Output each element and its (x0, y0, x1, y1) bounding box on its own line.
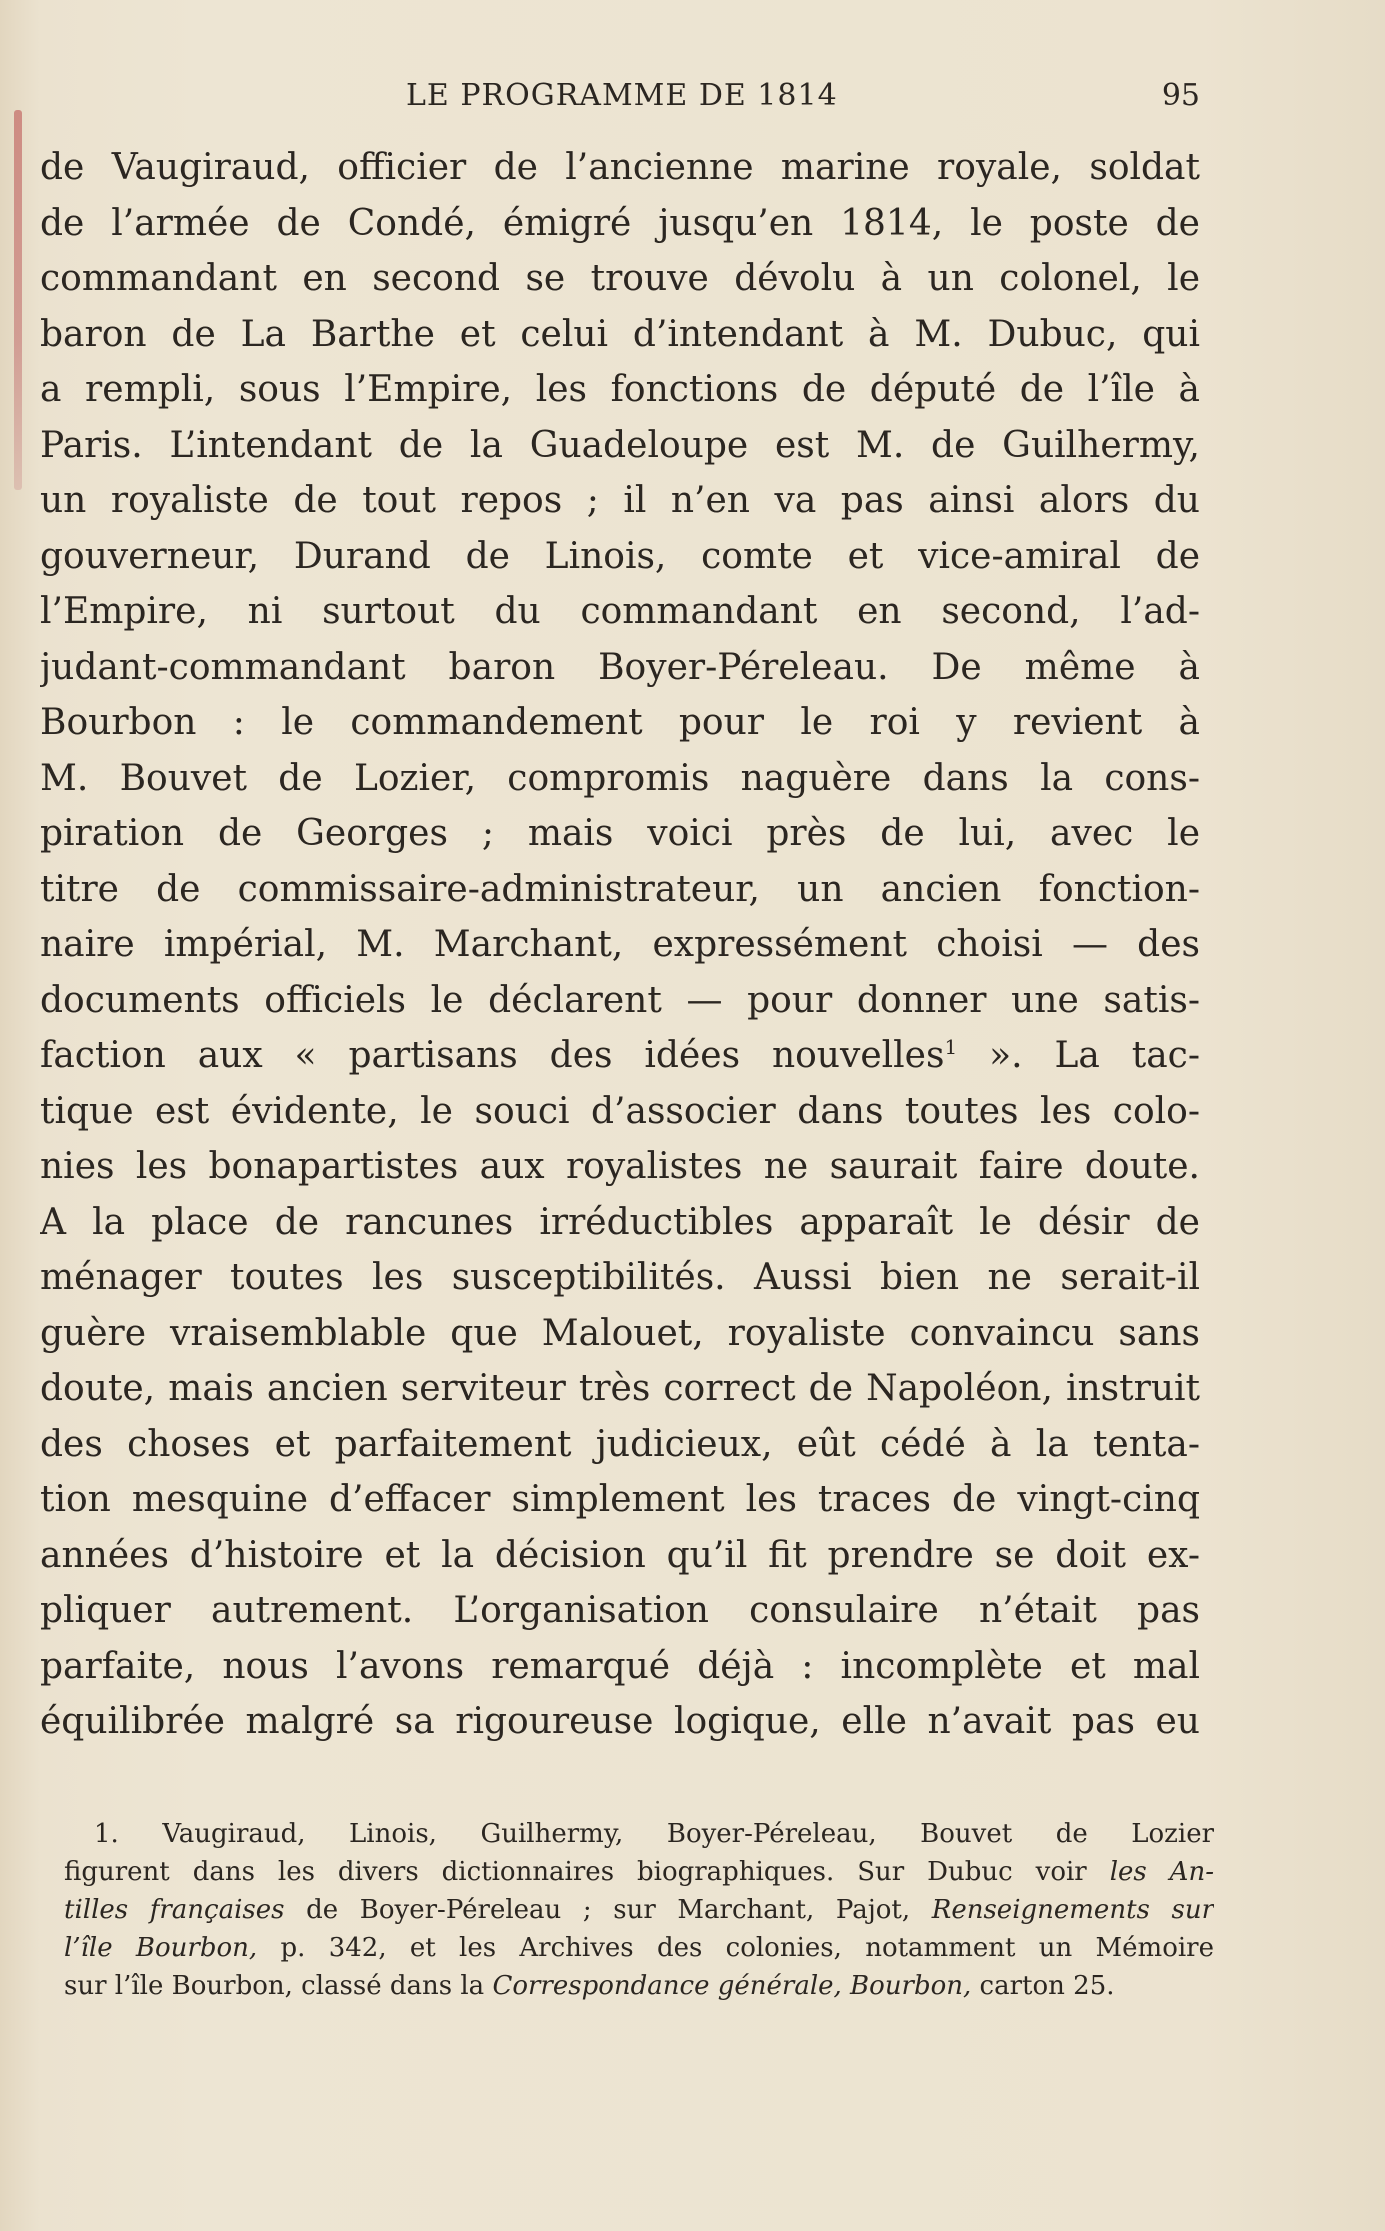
text-line: parfaite, nous l’avons remarqué déjà : incomplète et mal (40, 1645, 1200, 1687)
running-head (40, 78, 1200, 118)
text-line: tique est évidente, le souci d’associer dans toutes les colo- (40, 1090, 1200, 1132)
text-line: de Vaugiraud, officier de l’ancienne marine royale, soldat (40, 147, 1200, 188)
text-line: nies les bonapartistes aux royalistes ne saurait faire doute. (40, 1146, 1200, 1187)
text-line: équilibrée malgré sa rigoureuse logique, elle n’avait pas eu (40, 1701, 1200, 1742)
text-line: M. Bouvet de Lozier, compromis naguère dans la cons- (40, 757, 1200, 799)
body-text (40, 140, 1200, 1750)
text-line: années d’histoire et la décision qu’il fit prendre se doit ex- (40, 1534, 1200, 1576)
text-line-with-footnote-ref (40, 1028, 1200, 1084)
footnote-number: 1. (94, 1819, 119, 1849)
text-line: a rempli, sous l’Empire, les fonctions de député de l’île à (40, 369, 1200, 410)
footnote-marker[interactable]: 1 (944, 1035, 958, 1059)
text-line-start: faction aux « partisans des idées nouvelles (40, 1035, 945, 1076)
text-line: pliquer autrement. L’organisation consulaire n’était pas (40, 1590, 1200, 1631)
text-line: gouverneur, Durand de Linois, comte et vice-amiral de (40, 535, 1200, 577)
text-line: titre de commissaire-administrateur, un ancien fonction- (40, 868, 1200, 910)
text-line: commandant en second se trouve dévolu à un colonel, le (40, 258, 1200, 299)
footnotes (64, 1815, 1214, 2005)
page-edge-mark (14, 110, 22, 490)
text-line: Bourbon : le commandement pour le roi y revient à (40, 702, 1200, 743)
text-line: A la place de rancunes irréductibles apparaît le désir de (40, 1201, 1200, 1243)
text-line: l’Empire, ni surtout du commandant en second, l’ad- (40, 591, 1200, 632)
running-title: LE PROGRAMME DE 1814 (406, 78, 838, 113)
footnote-line: tilles françaises de Boyer-Péreleau ; sur Marchant, Pajot, Renseignements sur (64, 1895, 1214, 1925)
text-line: un royaliste de tout repos ; il n’en va pas ainsi alors du (40, 480, 1200, 521)
text-line: tion mesquine d’effacer simplement les traces de vingt-cinq (40, 1479, 1200, 1520)
footnote-line: l’île Bourbon, p. 342, et les Archives des colonies, notamment un Mémoire (64, 1933, 1214, 1963)
text-line: piration de Georges ; mais voici près de lui, avec le (40, 813, 1200, 854)
text-line: guère vraisemblable que Malouet, royaliste convaincu sans (40, 1312, 1200, 1354)
text-line-end: ». La tac- (957, 1035, 1200, 1076)
text-line: baron de La Barthe et celui d’intendant à M. Dubuc, qui (40, 313, 1200, 355)
page-number: 95 (1161, 78, 1200, 113)
text-line: des choses et parfaitement judicieux, eût cédé à la tenta- (40, 1423, 1200, 1465)
text-line: doute, mais ancien serviteur très correct de Napoléon, instruit (40, 1368, 1200, 1409)
text-line: ménager toutes les susceptibilités. Aussi bien ne serait-il (40, 1257, 1200, 1298)
text-line: de l’armée de Condé, émigré jusqu’en 1814, le poste de (40, 202, 1200, 244)
footnote-line: sur l’île Bourbon, classé dans la Correspondance générale, Bourbon, carton 25. (64, 1971, 1115, 2001)
text-line: judant-commandant baron Boyer-Péreleau. De même à (40, 646, 1200, 688)
footnote-line: 1. Vaugiraud, Linois, Guilhermy, Boyer-Péreleau, Bouvet de Lozier (94, 1819, 1214, 1849)
text-line: Paris. L’intendant de la Guadeloupe est M. de Guilhermy, (40, 424, 1200, 466)
footnote-line: figurent dans les divers dictionnaires biographiques. Sur Dubuc voir les An- (64, 1857, 1214, 1887)
text-line: naire impérial, M. Marchant, expressément choisi — des (40, 924, 1200, 965)
text-line: documents officiels le déclarent — pour donner une satis- (40, 979, 1200, 1021)
